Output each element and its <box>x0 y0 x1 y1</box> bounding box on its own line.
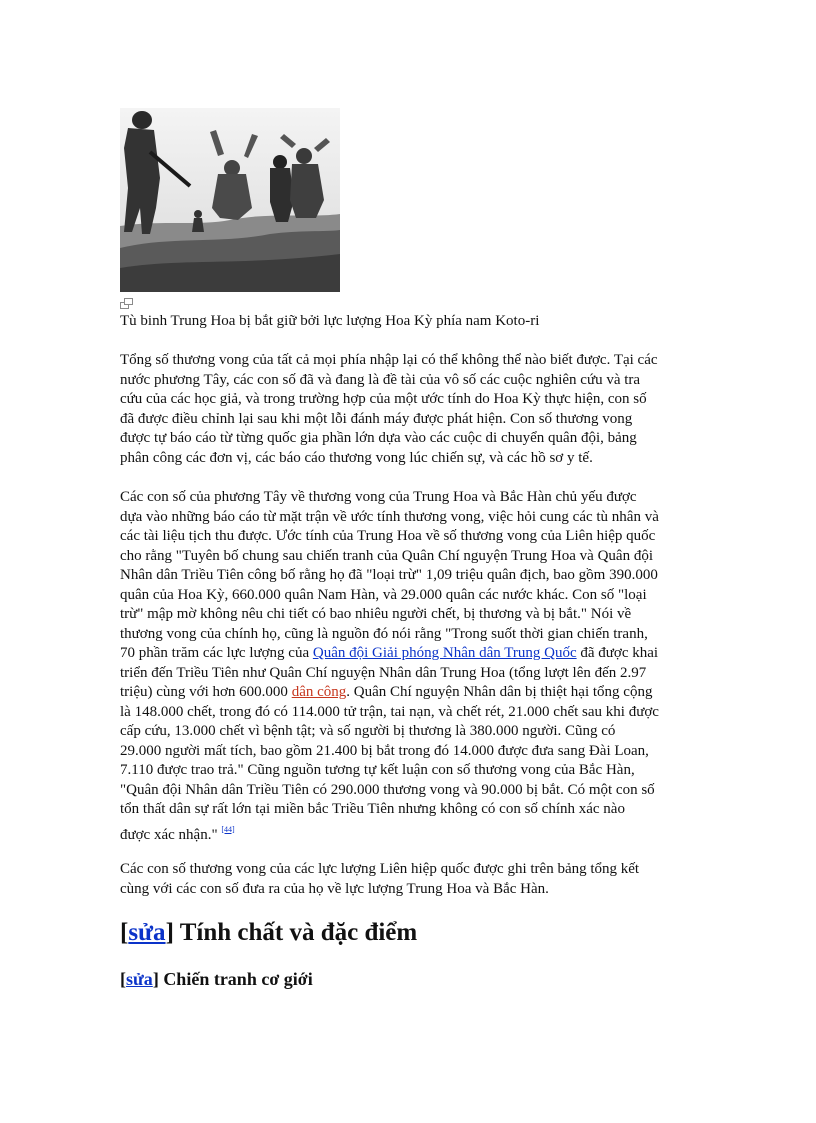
text-line: tổn thất dân sự rất lớn tại miền bắc Triều Tiên nhưng không có con số chính xác nào <box>120 801 625 817</box>
prisoners-photo[interactable] <box>120 108 340 292</box>
text-line: đã được điều chỉnh lại sau khi một lỗi đánh máy được phát hiện. Con số thương vong <box>120 410 633 427</box>
text-line: cấp cứu, 13.000 chết vì bệnh tật; và số người bị thương là 380.000 người. Cũng có <box>120 723 616 739</box>
text-segment: triệu) cùng với hơn 600.000 <box>120 684 292 700</box>
text-line: Nhân dân Triều Tiên công bố rằng họ đã "loại trừ" 1,09 triệu quân địch, bao gồm 390.000 <box>120 567 658 583</box>
text-line: Tổng số thương vong của tất cả mọi phía nhập lại có thể không thể nào biết được. Tại các <box>120 352 658 368</box>
paragraph-western-estimates <box>120 488 700 845</box>
text-line: cứu của các học giả, và trong trường hợp của một ước tính do Hoa Kỳ thực hiện, con số <box>120 391 647 407</box>
section-heading <box>120 917 417 949</box>
edit-bracket: [sửa] <box>120 919 174 946</box>
text-segment: 70 phần trăm các lực lượng của <box>120 645 313 661</box>
text-line <box>120 644 700 664</box>
text-line: các tài liệu tịch thu được. Ước tính của Trung Hoa về số thương vong của Liên hiệp quốc <box>120 528 656 544</box>
subsection-edit-link[interactable]: sửa <box>126 969 153 989</box>
subsection-title: Chiến tranh cơ giới <box>163 969 313 989</box>
text-line: nước phương Tây, các con số đã và đang là đề tài của vô số các cuộc nghiên cứu và tra <box>120 371 641 388</box>
figure-caption: Tù binh Trung Hoa bị bắt giữ bởi lực lượng Hoa Kỳ phía nam Koto-ri <box>120 313 540 329</box>
text-line: là 148.000 chết, trong đó có 114.000 tử trận, tai nạn, và chết rét, 21.000 chết sau khi được <box>120 703 659 720</box>
text-line: dựa vào những báo cáo từ mặt trận về ước tính thương vong, việc hỏi cung các tù nhân và <box>120 508 659 525</box>
text-line: triển đến Triều Tiên như Quân Chí nguyện Nhân dân Trung Hoa (tổng lượt lên đến 2.97 <box>120 664 647 681</box>
text-segment: đã được khai <box>576 645 659 661</box>
text-line: cho rằng "Tuyên bố chung sau chiến tranh của Quân Chí nguyện Trung Hoa và Quân đội <box>120 547 653 564</box>
text-line: cùng với các con số đưa ra của họ về lực lượng Trung Hoa và Bắc Hàn. <box>120 880 549 897</box>
citation-link[interactable]: [44] <box>221 824 235 834</box>
paragraph-casualties-overview <box>120 351 700 468</box>
paragraph-un-casualties <box>120 860 700 899</box>
enlarge-icon[interactable] <box>120 297 134 309</box>
text-line: phân công các đơn vị, các báo cáo thương vong lúc chiến sự, và các hồ sơ y tế. <box>120 449 593 466</box>
text-line: 29.000 người mất tích, bao gồm 21.400 bị bắt trong đó 14.000 được đưa sang Đài Loan, <box>120 742 649 759</box>
dan-cong-link[interactable]: dân công <box>291 684 347 700</box>
text-line: Các con số của phương Tây về thương vong của Trung Hoa và Bắc Hàn chủ yếu được <box>120 489 637 505</box>
text-line: 7.110 được trao trả." Cũng nguồn tương tự kết luận con số thương vong của Bắc Hàn, <box>120 762 635 778</box>
text-line: Các con số thương vong của các lực lượng Liên hiệp quốc được ghi trên bảng tổng kết <box>120 861 640 877</box>
pla-link[interactable]: Quân đội Giải phóng Nhân dân Trung Quốc <box>312 645 577 661</box>
text-line: trừ" mập mờ không nêu chi tiết có bao nhiêu người chết, bị thương và bị bắt." Nói về <box>120 606 632 622</box>
section-edit-link[interactable]: sửa <box>128 919 166 946</box>
text-line: "Quân đội Nhân dân Triều Tiên có 290.000 thương vong và 90.000 bị bắt. Có một con số <box>120 781 655 798</box>
text-line: quân của Hoa Kỳ, 660.000 quân Nam Hàn, và 29.000 quân các nước khác. Con số "loại <box>120 586 647 603</box>
subsection-heading <box>120 966 313 992</box>
text-line <box>120 820 700 846</box>
text-segment: được xác nhận." <box>120 826 222 843</box>
text-line <box>120 683 700 703</box>
text-line: thương vong của chính họ, cũng là nguồn đó nói rằng "Trong suốt thời gian chiến tranh, <box>120 625 648 642</box>
edit-bracket: [sửa] <box>120 969 159 989</box>
section-title: Tính chất và đặc điểm <box>179 919 418 946</box>
text-line: được tự báo cáo từ từng quốc gia phần lớn dựa vào các cuộc di chuyển quân đội, bảng <box>120 430 637 446</box>
text-segment: . Quân Chí nguyện Nhân dân bị thiệt hại tổng cộng <box>346 684 653 700</box>
